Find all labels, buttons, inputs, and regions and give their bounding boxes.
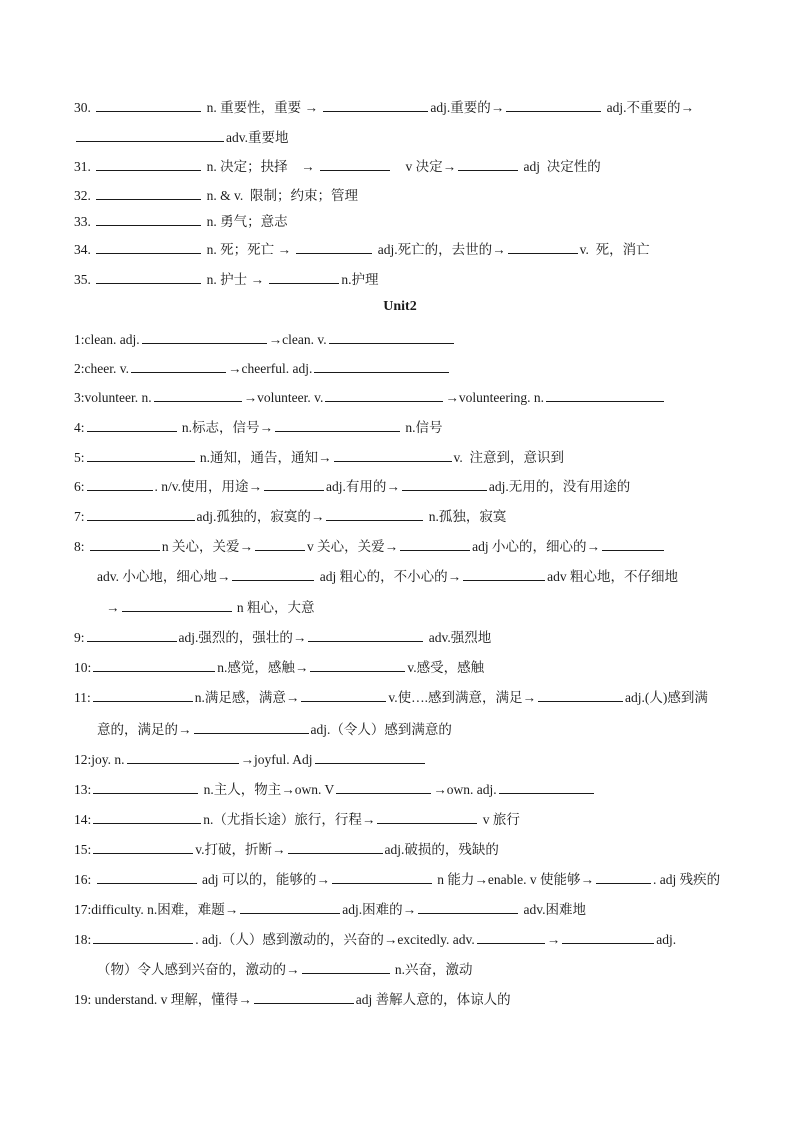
line-text: n.孤独，寂寞 [425,509,507,524]
line-text: 14: [74,812,92,827]
line-text: →volunteering. n. [445,390,544,405]
answer-blank[interactable] [87,628,177,642]
line-text: 16: [74,872,95,887]
line-text: → [546,932,561,947]
line-text: →volunteer. v. [243,390,324,405]
line-text: adj.困难的→ [342,902,417,917]
line-text: n. 死；死亡 → [203,242,295,257]
line-text: n. 护士 → [203,272,268,287]
answer-blank[interactable] [336,780,431,794]
unit-heading: Unit2 [383,299,417,314]
line-text: . adj.（人）感到激动的，兴奋的→excitedly. adv. [195,932,475,947]
exercise-line [74,750,740,768]
line-text: v.感受，感触 [407,660,485,675]
answer-blank[interactable] [194,720,309,734]
answer-blank[interactable] [400,537,470,551]
exercise-line [74,810,740,828]
line-text: adv.重要地 [226,130,289,145]
line-text: adj.破损的，残缺的 [384,842,499,857]
answer-blank[interactable] [315,750,425,764]
answer-blank[interactable] [332,870,432,884]
exercise-line [97,567,740,585]
line-text: →joyful. Adj [240,752,313,767]
answer-blank[interactable] [296,240,372,254]
line-text: 33. [74,214,95,229]
line-text: v.打破，折断→ [195,842,286,857]
line-text: 2:cheer. v. [74,361,129,376]
answer-blank[interactable] [320,157,390,171]
exercise-line [74,628,740,646]
answer-blank[interactable] [596,870,651,884]
answer-blank[interactable] [142,330,267,344]
line-text: v 决定→ [392,159,457,174]
answer-blank[interactable] [93,930,193,944]
line-text: 1:clean. adj. [74,332,140,347]
line-text: adj 善解人意的，体谅人的 [355,992,511,1007]
answer-blank[interactable] [87,418,177,432]
line-text: 4: [74,420,85,435]
line-text: v. 死，消亡 [579,242,650,257]
line-text: 10: [74,660,92,675]
line-text: n.主人，物主→own. V [200,782,335,797]
exercise-line [74,990,740,1008]
line-text: . adj 残疾的 [653,872,721,887]
answer-blank[interactable] [93,658,215,672]
line-text: adj.不重要的→ [603,100,694,115]
line-text: v 关心，关爱→ [307,539,399,554]
line-text: 意的，满足的→ [97,722,192,737]
line-text: 17:difficulty. n.困难，难题→ [74,902,239,917]
line-text: n. 重要性，重要 → [203,100,322,115]
answer-blank[interactable] [93,810,201,824]
exercise-line [74,658,740,676]
line-text: adv.强烈地 [425,630,492,645]
answer-blank[interactable] [325,388,443,402]
line-text: 8: [74,539,88,554]
line-text: n 关心，关爱→ [161,539,254,554]
exercise-line [74,359,740,377]
line-text: 34. [74,242,95,257]
line-text: 30. [74,100,95,115]
line-text: 15: [74,842,92,857]
exercise-line [74,448,740,466]
answer-blank[interactable] [87,507,195,521]
answer-blank[interactable] [546,388,664,402]
line-text: 31. [74,159,95,174]
line-text: n.护理 [341,272,379,287]
answer-blank[interactable] [602,537,664,551]
exercise-line [74,240,740,258]
answer-blank[interactable] [302,960,390,974]
line-text: n.满足感，满意→ [194,690,300,705]
answer-blank[interactable] [301,688,386,702]
exercise-line [74,186,740,204]
exercise-line [74,157,740,175]
line-text: n. 决定；抉择 → [203,159,318,174]
answer-blank[interactable] [264,477,324,491]
answer-blank[interactable] [232,567,314,581]
line-text: v.使….感到满意，满足→ [388,690,536,705]
line-text: 12:joy. n. [74,752,125,767]
line-text: adj.孤独的，寂寞的→ [196,509,325,524]
answer-blank[interactable] [97,870,197,884]
exercise-line [74,870,740,888]
line-text: 6: [74,479,85,494]
line-text: . n/v.使用，用途→ [154,479,263,494]
exercise-line [97,960,740,978]
exercise-line [74,388,740,406]
answer-blank[interactable] [499,780,594,794]
exercise-line [74,900,740,918]
answer-blank[interactable] [93,780,198,794]
exercise-line [106,598,740,616]
line-text: n. 勇气；意志 [203,214,288,229]
line-text: v. 注意到，意识到 [453,450,565,465]
answer-blank[interactable] [326,507,423,521]
answer-blank[interactable] [154,388,242,402]
line-text: 5: [74,450,85,465]
line-text: adj.无用的，没有用途的 [488,479,631,494]
answer-blank[interactable] [127,750,239,764]
line-text: adj.死亡的，去世的→ [374,242,506,257]
line-text: 18: [74,932,92,947]
line-text: 7: [74,509,85,524]
line-text: 13: [74,782,92,797]
line-text: n 能力→enable. v 使能够→ [433,872,594,887]
answer-blank[interactable] [477,930,545,944]
line-text: adv.困难地 [520,902,586,917]
line-text: adj.（令人）感到满意的 [310,722,452,737]
line-text: adj. [656,932,677,947]
answer-blank[interactable] [255,537,305,551]
line-text: 11: [74,690,91,705]
exercise-line [74,780,740,798]
line-text: adv. 小心地，细心地→ [97,569,231,584]
exercise-line [74,840,740,858]
answer-blank[interactable] [562,930,654,944]
answer-blank[interactable] [458,157,518,171]
line-text: n.（尤指长途）旅行，行程→ [203,812,376,827]
answer-blank[interactable] [377,810,477,824]
answer-blank[interactable] [314,359,449,373]
answer-blank[interactable] [96,212,201,226]
line-text: adv 粗心地，不仔细地 [547,569,678,584]
answer-blank[interactable] [240,900,340,914]
answer-blank[interactable] [275,418,400,432]
line-text: adj.(人)感到满 [625,690,708,705]
line-text: 35. [74,272,95,287]
answer-blank[interactable] [402,477,487,491]
answer-blank[interactable] [334,448,452,462]
line-text: adj 小心的，细心的→ [472,539,601,554]
exercise-line [74,930,740,948]
exercise-line [74,418,740,436]
line-text: v 旅行 [479,812,520,827]
answer-blank[interactable] [538,688,623,702]
line-text: →own. adj. [433,782,497,797]
line-text: 3:volunteer. n. [74,390,152,405]
line-text: （物）令人感到兴奋的，激动的→ [97,962,300,977]
exercise-line [74,98,740,116]
answer-blank[interactable] [76,128,224,142]
exercise-line [74,128,740,146]
line-text: →cheerful. adj. [227,361,313,376]
exercise-line [97,720,740,738]
line-text: 19: understand. v 理解，懂得→ [74,992,252,1007]
answer-blank[interactable] [254,990,354,1004]
answer-blank[interactable] [508,240,578,254]
answer-blank[interactable] [90,537,160,551]
line-text: 32. [74,188,95,203]
line-text: adj 决定性的 [520,159,601,174]
line-text: 9: [74,630,85,645]
answer-blank[interactable] [269,270,339,284]
line-text: n.通知，通告，通知→ [196,450,332,465]
line-text: → [106,600,120,615]
exercise-line [74,537,740,555]
exercise-line [74,688,740,706]
answer-blank[interactable] [310,658,405,672]
answer-blank[interactable] [463,567,545,581]
line-text: adj 可以的，能够的→ [198,872,330,887]
answer-blank[interactable] [96,157,201,171]
exercise-line [74,330,740,348]
line-text: n.感觉，感触→ [217,660,309,675]
answer-blank[interactable] [93,688,193,702]
exercise-line [74,212,740,230]
answer-blank[interactable] [96,98,201,112]
answer-blank[interactable] [323,98,428,112]
answer-blank[interactable] [122,598,232,612]
line-text: n.标志，信号→ [178,420,274,435]
answer-blank[interactable] [93,840,193,854]
answer-blank[interactable] [329,330,454,344]
line-text: adj.强烈的，强壮的→ [178,630,307,645]
answer-blank[interactable] [506,98,601,112]
exercise-line [74,270,740,288]
answer-blank[interactable] [418,900,518,914]
line-text: →clean. v. [268,332,327,347]
line-text: adj.有用的→ [326,479,400,494]
answer-blank[interactable] [96,270,201,284]
answer-blank[interactable] [96,240,201,254]
answer-blank[interactable] [131,359,226,373]
line-text: adj 粗心的，不小心的→ [316,569,462,584]
answer-blank[interactable] [87,448,195,462]
answer-blank[interactable] [87,477,153,491]
line-text: n 粗心，大意 [233,600,315,615]
line-text: n.信号 [402,420,443,435]
line-text: n. & v. 限制；约束；管理 [203,188,358,203]
answer-blank[interactable] [288,840,383,854]
line-text: adj.重要的→ [430,100,505,115]
exercise-line [74,507,740,525]
exercise-line [74,477,740,495]
answer-blank[interactable] [308,628,423,642]
answer-blank[interactable] [96,186,201,200]
line-text: n.兴奋，激动 [391,962,473,977]
